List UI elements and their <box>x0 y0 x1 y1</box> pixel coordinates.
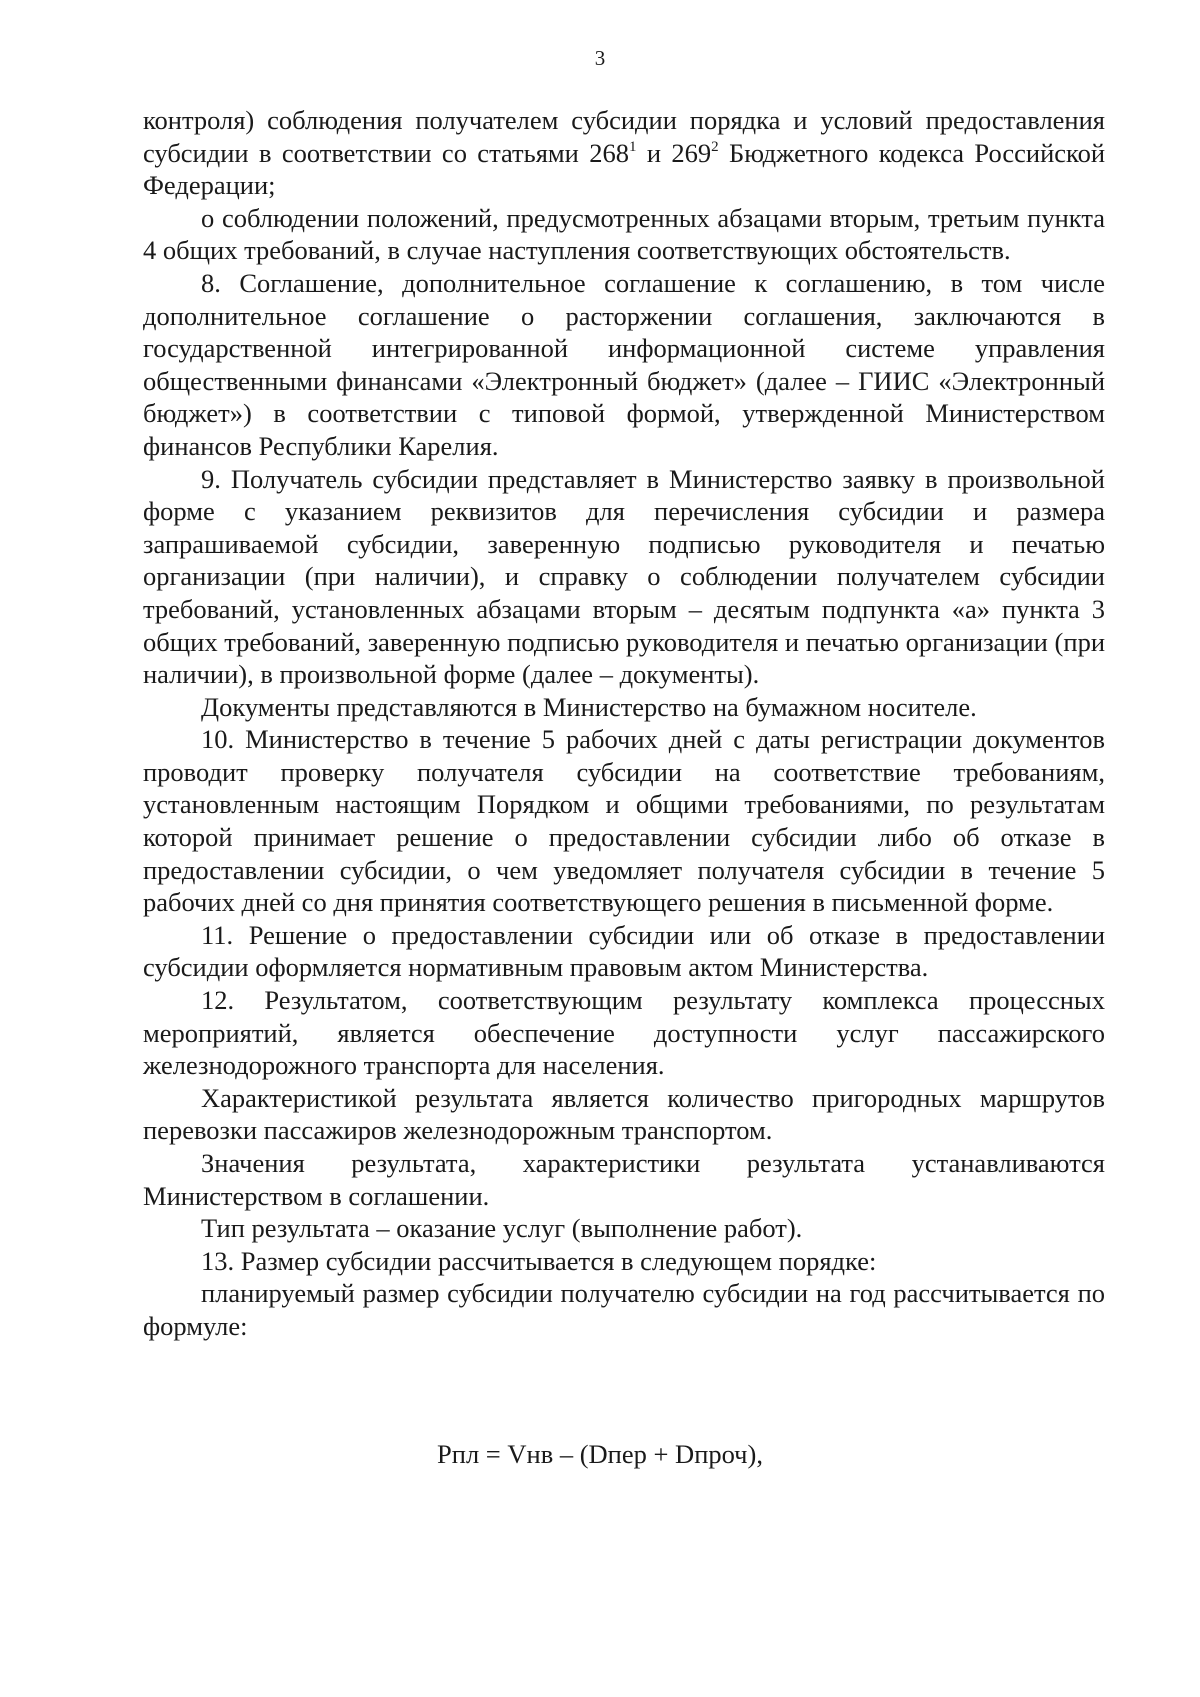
subsidy-formula: Рпл = Vнв – (Dпер + Dпроч), <box>437 1439 763 1469</box>
paragraph-formula-intro: планируемый размер субсидии получателю субсидии на год рассчитывается по формуле: <box>143 1278 1105 1341</box>
paragraph-item-10: 10. Министерство в течение 5 рабочих дней с даты регистрации документов проводит проверку получателя субсидии на соответствие требованиям, установленным настоящим Порядком и общими требованиями, по результатам которой принимает решение о предоставлении субсидии либо об отказе в предоставлении субсидии, о чем уведомляет получателя субсидии в течение 5 рабочих дней со дня принятия соответствующего решения в письменной форме. <box>143 724 1105 918</box>
paragraph-provisions-compliance: о соблюдении положений, предусмотренных абзацами вторым, третьим пункта 4 общих требований, в случае наступления соответствующих обстоятельств. <box>143 202 1105 266</box>
paragraph-item-12: 12. Результатом, соответствующим результату комплекса процессных мероприятий, является обеспечение доступности услуг пассажирского железнодорожного транспорта для населения. <box>143 985 1105 1081</box>
paragraph-item-11: 11. Решение о предоставлении субсидии или об отказе в предоставлении субсидии оформляется нормативным правовым актом Министерства. <box>143 919 1105 983</box>
document-body <box>143 104 1105 1343</box>
paragraph-paper-documents: Документы представляются в Министерство на бумажном носителе. <box>201 691 977 722</box>
superscript: 1 <box>628 138 637 155</box>
paragraph-result-characteristic: Характеристикой результата является количество пригородных маршрутов перевозки пассажиров железнодорожным транспортом. <box>143 1082 1105 1146</box>
paragraph-text: и 269 <box>636 137 712 168</box>
paragraph-result-values: Значения результата, характеристики результата устанавливаются Министерством в соглашении. <box>143 1148 1105 1211</box>
paragraph-text: Бюджетного кодекса Российской Федерации; <box>143 137 1105 201</box>
paragraph-item-9: 9. Получатель субсидии представляет в Министерство заявку в произвольной форме с указанием реквизитов для перечисления субсидии и размера запрашиваемой субсидии, заверенную подписью руководителя и печатью организации (при наличии), и справку о соблюдении получателем субсидии требований, установленных абзацами вторым – десятым подпункта «а» пункта 3 общих требований, заверенную подписью руководителя и печатью организации (при наличии), в произвольной форме (далее – документы). <box>143 463 1105 690</box>
superscript: 2 <box>711 138 719 155</box>
paragraph-result-type: Тип результата – оказание услуг (выполнение работ). <box>201 1213 803 1244</box>
paragraph-item-13: 13. Размер субсидии рассчитывается в следующем порядке: <box>201 1245 877 1276</box>
page-number: 3 <box>594 46 606 70</box>
paragraph-item-8: 8. Соглашение, дополнительное соглашение к соглашению, в том числе дополнительное соглашение о расторжении соглашения, заключаются в государственной интегрированной информационной системе управления общественными финансами «Электронный бюджет» (далее – ГИИС «Электронный бюджет») в соответствии с типовой формой, утвержденной Министерством финансов Республики Карелия. <box>143 267 1105 461</box>
paragraph-budget-code-reference <box>143 104 1105 202</box>
paragraph-text: контроля) соблюдения получателем субсидии порядка и условий предоставления субсидии в соответствии со статьями 268 <box>143 105 1105 168</box>
